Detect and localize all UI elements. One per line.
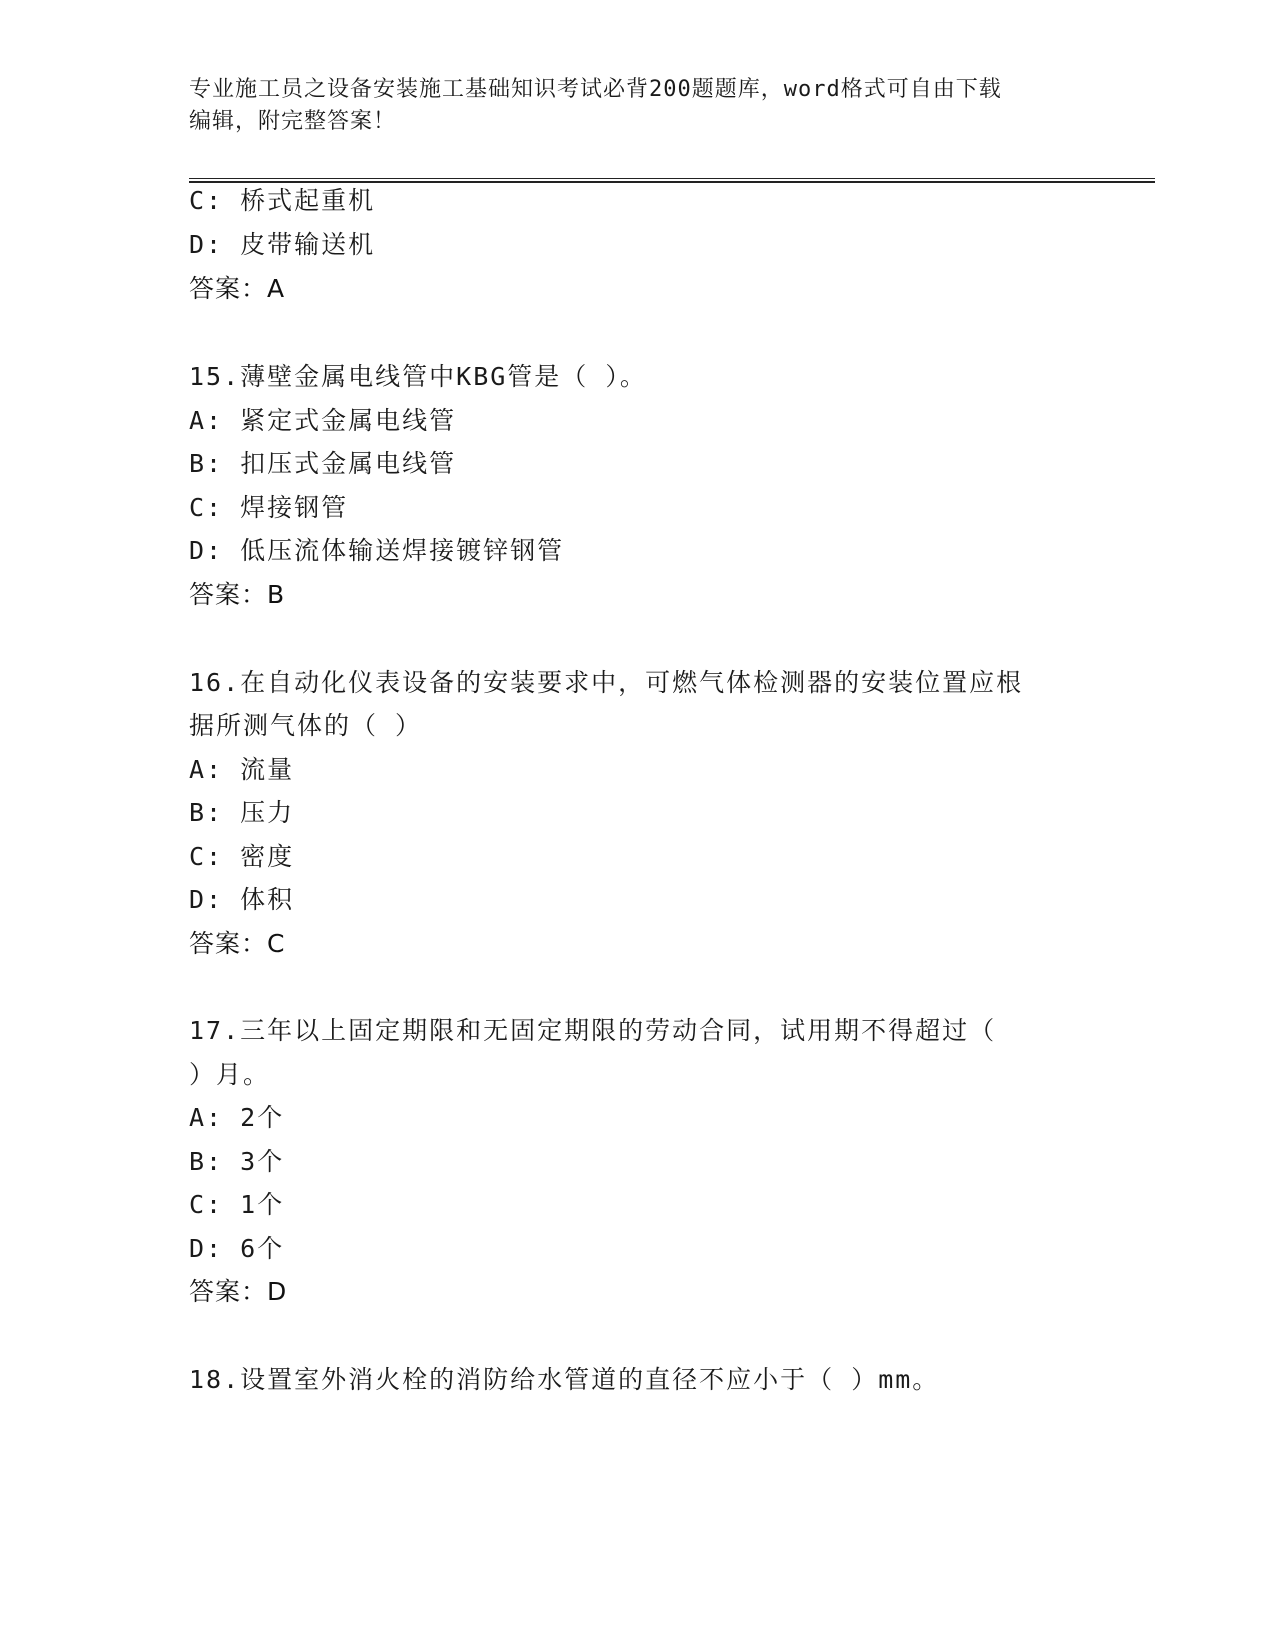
- q15-stem: 15.薄壁金属电线管中KBG管是（ ）。: [189, 362, 647, 391]
- q15-option-b: B: 扣压式金属电线管: [189, 449, 457, 478]
- q17-stem-line-1: 17.三年以上固定期限和无固定期限的劳动合同，试用期不得超过（: [189, 1016, 997, 1045]
- q15-option-c: C: 焊接钢管: [189, 493, 349, 522]
- header-title-line-1: 专业施工员之设备安装施工基础知识考试必背200题题库，word格式可自由下载: [189, 77, 1002, 102]
- q16-option-b: B: 压力: [189, 798, 295, 827]
- q16-stem-line-2: 据所测气体的（ ）: [189, 711, 423, 740]
- q17-option-b: B: 3个: [189, 1147, 285, 1176]
- document-header: [189, 74, 1089, 138]
- q17-option-c: C: 1个: [189, 1190, 285, 1219]
- q14-option-c: C: 桥式起重机: [189, 186, 376, 215]
- q15-option-d: D: 低压流体输送焊接镀锌钢管: [189, 536, 565, 565]
- q14-option-d: D: 皮带输送机: [189, 230, 376, 259]
- q17-stem-line-2: ）月。: [189, 1060, 271, 1089]
- q17-option-d: D: 6个: [189, 1234, 285, 1263]
- q15-answer: 答案：B: [189, 580, 286, 609]
- q16-option-d: D: 体积: [189, 885, 295, 914]
- q16-answer: 答案：C: [189, 929, 286, 958]
- q17-option-a: A: 2个: [189, 1103, 285, 1132]
- q16-option-c: C: 密度: [189, 842, 295, 871]
- q16-option-a: A: 流量: [189, 755, 295, 784]
- q15-option-a: A: 紧定式金属电线管: [189, 406, 457, 435]
- q18-stem: 18.设置室外消火栓的消防给水管道的直径不应小于（ ）mm。: [189, 1365, 940, 1394]
- q14-answer: 答案：A: [189, 274, 286, 303]
- q16-stem-line-1: 16.在自动化仪表设备的安装要求中，可燃气体检测器的安装位置应根: [189, 668, 1024, 697]
- header-title-line-2: 编辑，附完整答案！: [189, 109, 397, 134]
- header-divider: [189, 178, 1155, 183]
- q17-answer: 答案：D: [189, 1277, 288, 1306]
